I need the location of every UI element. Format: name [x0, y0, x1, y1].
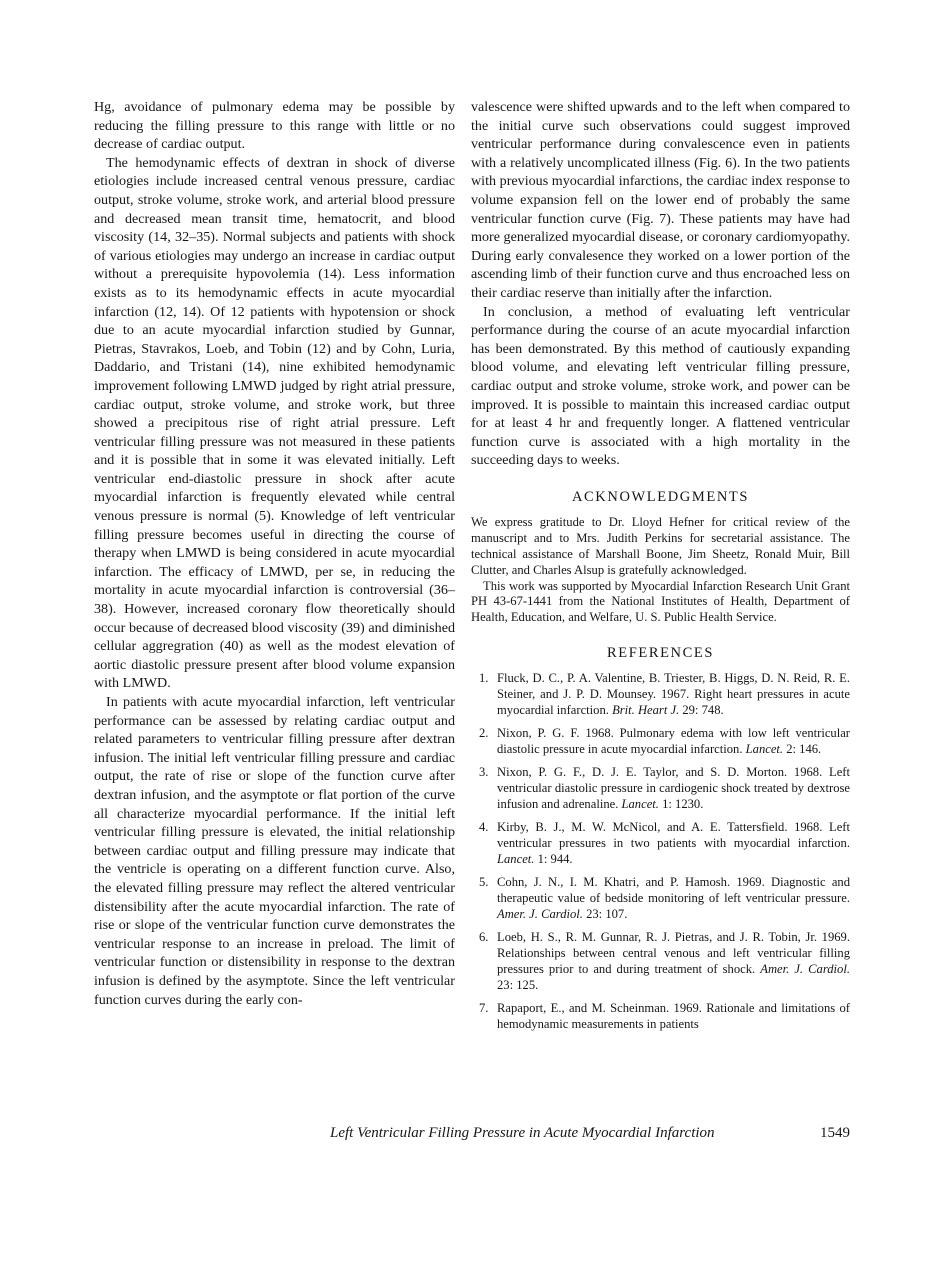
acknowledgments-paragraph: We express gratitude to Dr. Lloyd Hefner for critical review of the manuscript and to Mrs. Judith Perkins for secretarial assistance. The technical assistance of Marshall Boone, Jim Sheetz, Ronald Muir, Bill Clutter, and Charles Alsup is gratefully acknowledged.: [471, 514, 850, 577]
reference-journal: Lancet.: [745, 742, 784, 756]
reference-citation: 29: 748.: [679, 702, 724, 717]
reference-citation: 23: 107.: [582, 906, 628, 921]
reference-journal: Brit. Heart J.: [612, 702, 680, 717]
left-column: [94, 98, 455, 1009]
references-heading: REFERENCES: [606, 645, 715, 662]
body-paragraph: In conclusion, a method of evaluating left ventricular performance during the course of an acute myocardial infarction has been demonstrated. By this method of cautiously expanding blood volume, and elevating left ventricular filling pressure, cardiac output and stroke volume, stroke work, and power can be improved. It is possible to maintain this increased cardiac output for at least 4 hr and frequently longer. A flattened ventricular function curve is associated with a high mortality in the succeeding days to weeks.: [471, 303, 850, 469]
funding-paragraph: This work was supported by Myocardial Infarction Research Unit Grant PH 43-67-1441 from the National Institutes of Health, Department of Health, Education, and Welfare, U. S. Public Health Service.: [471, 578, 850, 625]
body-paragraph: Hg, avoidance of pulmonary edema may be possible by reducing the filling pressure to this range with little or no decrease of cardiac output.: [94, 99, 455, 153]
page-number: 1549: [820, 1125, 850, 1141]
reference-list: [471, 671, 850, 1033]
body-paragraph: valescence were shifted upwards and to the left when compared to the initial curve such observations could suggest improved ventricular performance during convalescence even in patients with a relatively uncomplicated illness (Fig. 6). In the two patients with previous myocardial infarctions, the cardiac index response to volume expansion fell on the lower end of probably the same ventricular function curve (Fig. 7). These patients may have had more generalized myocardial disease, or coronary cardiomyopathy. During early convalesence they worked on a lower portion of the ascending limb of their function curve and thus encroached less on their cardiac reserve than initially after the infarction.: [471, 99, 850, 301]
reference-text: Fluck, D. C., P. A. Valentine, B. Triester, B. Higgs, D. N. Reid, R. E. Steiner, and J. P. D. Mounsey. 1967. Right heart pressures in acute myocardial infarction.: [497, 671, 850, 717]
reference-citation: 23: 125.: [497, 977, 539, 992]
reference-number: 7.: [479, 1001, 489, 1016]
reference-journal: Amer. J. Cardiol.: [760, 961, 851, 976]
reference-citation: 2: 146.: [783, 742, 822, 756]
reference-item: [471, 765, 850, 812]
reference-text: Nixon, P. G. F. 1968. Pulmonary edema with low left ventricular diastolic pressure in acute myocardial infarction.: [497, 726, 850, 756]
reference-number: 5.: [479, 875, 489, 890]
reference-journal: Lancet.: [621, 796, 659, 811]
reference-item: [471, 875, 850, 922]
reference-text: Nixon, P. G. F., D. J. E. Taylor, and S. D. Morton. 1968. Left ventricular diastolic pressure in cardiogenic shock treated by dextrose infusion and adrenaline.: [497, 765, 850, 811]
reference-item: [471, 671, 850, 718]
reference-citation: 1: 944.: [534, 851, 573, 866]
reference-number: 6.: [479, 930, 489, 945]
reference-text: Cohn, J. N., I. M. Khatri, and P. Hamosh. 1969. Diagnostic and therapeutic value of bedside monitoring of left ventricular pressure.: [497, 875, 850, 906]
reference-text: Kirby, B. J., M. W. McNicol, and A. E. Tattersfield. 1968. Left ventricular pressures in two patients with myocardial infarction.: [497, 820, 850, 851]
running-title: Left Ventricular Filling Pressure in Acute Myocardial Infarction: [330, 1125, 715, 1141]
reference-number: 2.: [479, 726, 489, 741]
reference-text: Rapaport, E., and M. Scheinman. 1969. Rationale and limitations of hemodynamic measurements in patients: [497, 1001, 850, 1031]
reference-item: [471, 930, 850, 993]
reference-text: Loeb, H. S., R. M. Gunnar, R. J. Pietras, and J. R. Tobin, Jr. 1969. Relationships between central venous and left ventricular filling pressures prior to and during treatment of shock.: [497, 930, 850, 976]
reference-item: [471, 1001, 850, 1033]
right-column: [471, 98, 850, 1040]
reference-journal: Lancet.: [497, 851, 535, 866]
reference-number: 1.: [479, 671, 489, 686]
body-paragraph: In patients with acute myocardial infarction, left ventricular performance can be assessed by relating cardiac output and related parameters to ventricular filling pressure after dextran infusion. The initial left ventricular filling pressure and cardiac output, the rate of rise or slope of the function curve after dextran infusion, and the asymptote or flat portion of the curve all characterize myocardial performance. If the initial left ventricular filling pressure is elevated, the initial relationship between cardiac output and filling pressure may indicate that the ventricle is operating on a different function curve. Also, the elevated filling pressure may reflect the altered ventricular distensibility after the acute myocardial infarction. The rate of rise or slope of the ventricular function curve demonstrates the ventricular response to an increase in preload. The limit of ventricular function or distensibility in response to the dextran infusion is defined by the asymptote. Since the left ventricular function curves during the early con-: [94, 694, 455, 1008]
page-footer: [94, 1122, 850, 1146]
reference-journal: Amer. J. Cardiol.: [497, 906, 583, 921]
reference-number: 3.: [479, 765, 489, 780]
reference-item: [471, 726, 850, 758]
reference-number: 4.: [479, 820, 489, 835]
body-paragraph: The hemodynamic effects of dextran in shock of diverse etiologies include increased central venous pressure, cardiac output, stroke volume, stroke work, and arterial blood pressure and decreased mean transit time, hematocrit, and blood viscosity (14, 32–35). Normal subjects and patients with shock of various etiologies may undergo an increase in cardiac output without a prerequisite hypovolemia (14). Less information exists as to its hemodynamic effects in acute myocardial infarction (12, 14). Of 12 patients with hypotension or shock due to an acute myocardial infarction studied by Gunnar, Pietras, Stavrakos, Loeb, and Tobin (12) and by Cohn, Luria, Daddario, and Tristani (14), nine exhibited hemodynamic improvement following LMWD judged by right atrial pressure, cardiac output, stroke volume, and stroke work, but three showed a precipitous rise of right atrial pressure. Left ventricular filling pressure was not measured in these patients and it is possible that in some it was elevated initially. Left ventricular end-diastolic pressure in shock after acute myocardial infarction is frequently elevated while central venous pressure is normal (5). Knowledge of left ventricular filling pressure becomes useful in directing the course of therapy when LMWD is being considered in acute myocardial infarction. The efficacy of LMWD, per se, in reducing the mortality in acute myocardial infarction is controversial (36–38). However, increased coronary flow theoretically should occur because of decreased blood viscosity (39) and diminished cellular aggregration (40) as well as the modest elevation of aortic diastolic pressure present after blood volume expansion with LMWD.: [94, 154, 455, 692]
acknowledgments-heading: ACKNOWLEDGMENTS: [571, 488, 750, 505]
reference-item: [471, 820, 850, 867]
reference-citation: 1: 1230.: [658, 796, 704, 811]
